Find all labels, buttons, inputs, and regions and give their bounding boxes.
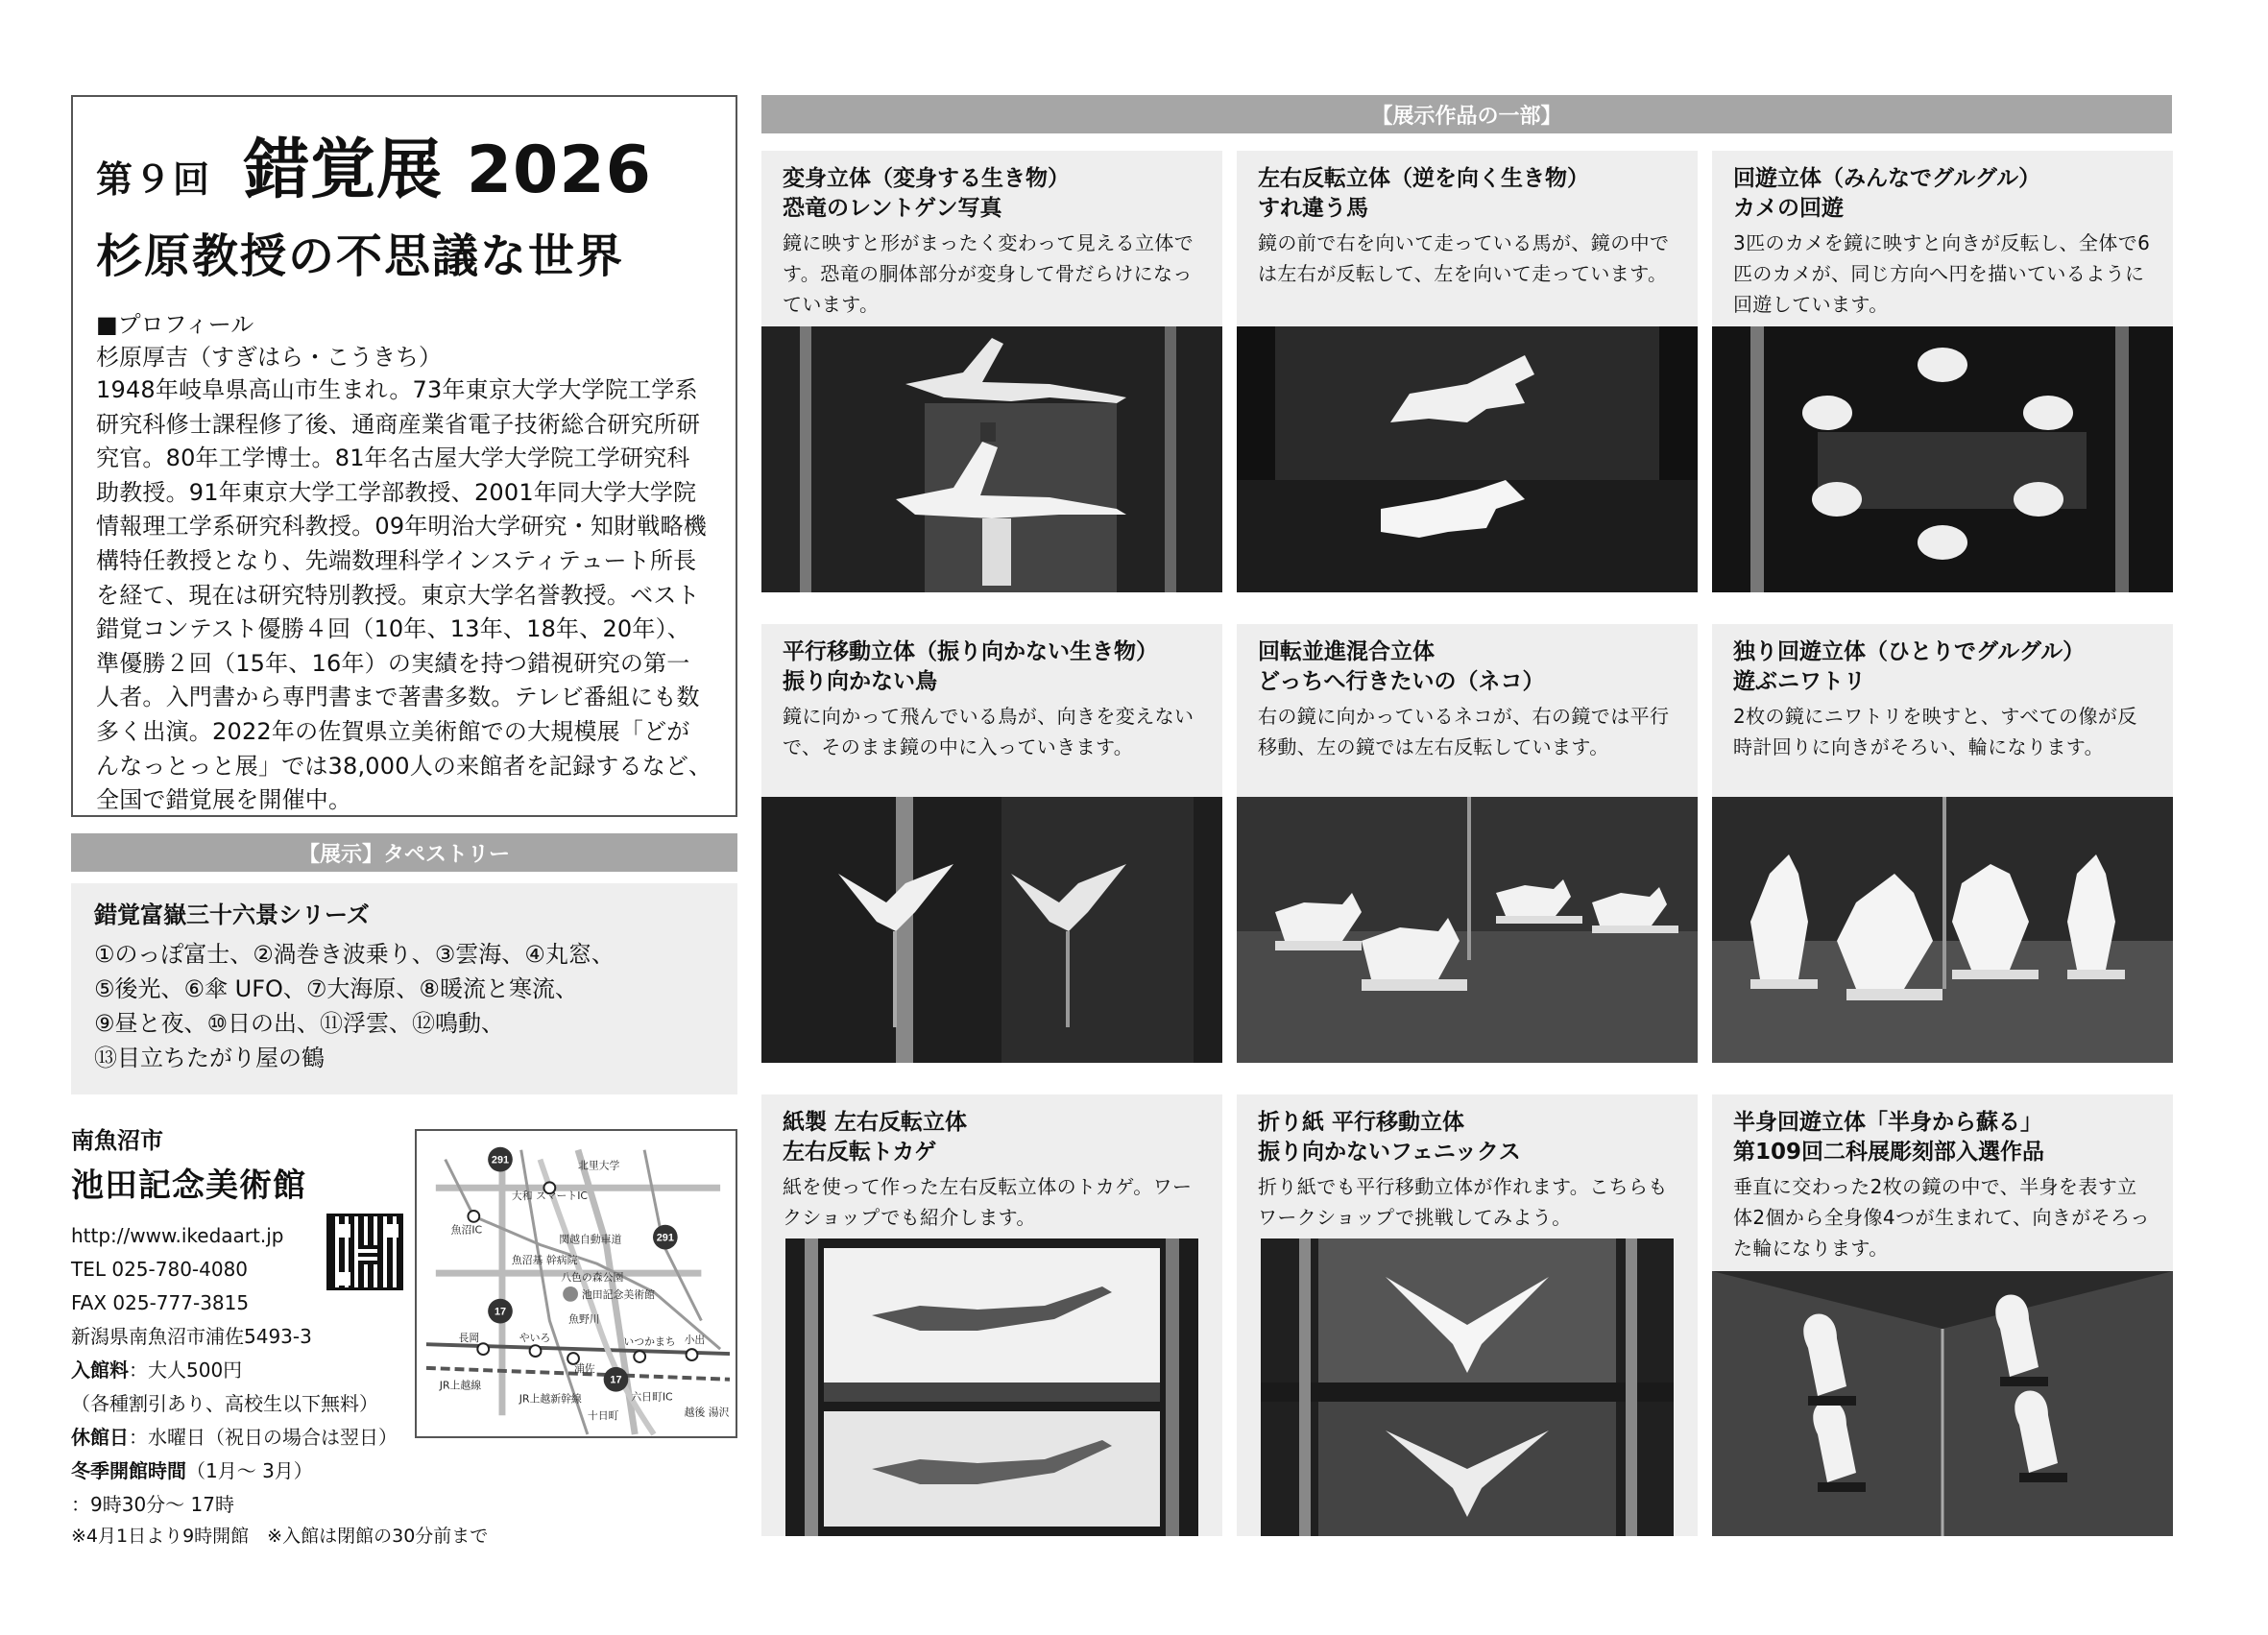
access-map [415,1129,737,1438]
tapestry-line: ⑤後光、⑥傘 UFO、⑦大海原、⑧暖流と寒流、 [94,975,578,1002]
work-subtitle: 振り向かない鳥 [783,669,937,694]
museum-address: 新潟県南魚沼市浦佐5493-3 [71,1325,312,1348]
work-title: 紙製 左右反転立体 [783,1110,968,1135]
admission-row [71,1354,417,1387]
profile-body: 1948年岐阜県高山市生まれ。73年東京大学大学院工学系研究科修士課程修了後、通商産業省電子技術総合研究所研究官。80年工学博士。81年名古屋大学大学院工学研究科助教授。91年東京大学工学部教授、2001年同大学大学院情報理工学系研究科教授。09年明治大学研究・知財戦略機構特任教授となり、先端数理科学インスティテュート所長を経て、現在は研究特別教授。東京大学名誉教授。ベスト錯覚コンテスト優勝４回（10年、13年、18年、20年）、準優勝２回（15年、16年）の実績を持つ錯視研究の第一人者。入門書から専門書まで著書多数。テレビ番組にも数多く出演。2022年の佐賀県立美術館での大規模展「どがんなっとっと展」では38,000人の来館者を記録するなど、全国で錯覚展を開催中。 [96,376,712,814]
profile-name: 杉原厚吉（すぎはら・こうきち） [96,344,442,371]
admission-value: ：大人500円 [129,1358,243,1382]
map-label-shinkansen: JR上越新幹線 [519,1392,582,1406]
work-photo-squirrel [1712,1271,2173,1536]
map-label-urasa: 浦佐 [574,1361,595,1375]
museum-url[interactable]: http://www.ikedaart.jp [71,1224,284,1247]
map-label-urasa-ic: 魚沼IC [450,1223,483,1237]
work-photo-cat [1237,797,1698,1063]
map-route-291a: 291 [491,1154,510,1166]
work-card [1237,1094,1698,1536]
map-label-yuzawa: 越後 湯沢 [684,1406,730,1419]
work-subtitle: どっちへ行きたいの（ネコ） [1258,669,1545,694]
closed-value: ：水曜日（祝日の場合は翌日） [129,1426,398,1449]
profile-heading: ■プロフィール [96,311,254,338]
exhibition-title: 錯覚展 2026 [244,132,652,208]
work-photo-lizard [785,1238,1198,1536]
title-row [96,118,712,211]
work-description: 右の鏡に向かっているネコが、右の鏡では平行移動、左の鏡では左右反転しています。 [1258,705,1670,758]
map-route-17b: 17 [610,1374,622,1386]
museum-fax: FAX 025-777-3815 [71,1291,250,1314]
winter-label: 冬季開館時間 [71,1459,186,1482]
map-label-hospital: 魚沼基 幹病院 [511,1254,578,1267]
tapestry-box [71,883,737,1094]
museum-name: 池田記念美術館 [71,1166,306,1205]
map-label-nagaoka: 長岡 [458,1332,480,1345]
work-description: 鏡に映すと形がまったく変わって見える立体です。恐竜の胴体部分が変身して骨だらけになっています。 [783,231,1194,316]
work-description: 折り紙でも平行移動立体が作れます。こちらもワークショップで挑戦してみよう。 [1258,1175,1668,1229]
tapestry-series-title: 錯覚富嶽三十六景シリーズ [94,902,370,928]
exhibition-title-box [71,95,737,817]
work-photo-bird [761,797,1222,1063]
access-map-svg [417,1131,736,1436]
work-photo-turtle [1712,326,2173,592]
work-title: 左右反転立体（逆を向く生き物） [1258,166,1589,191]
work-card [1237,151,1698,592]
work-subtitle: すれ違う馬 [1258,196,1368,221]
work-subtitle: 第109回二科展彫刻部入選作品 [1733,1140,2045,1165]
map-label-kanetsu: 関越自動車道 [559,1233,622,1246]
map-label-itsukamachi: いつかまち [623,1335,676,1349]
closed-label: 休館日 [71,1426,129,1449]
work-card [761,151,1222,592]
work-title: 折り紙 平行移動立体 [1258,1110,1465,1135]
closed-row [71,1421,417,1455]
work-photo-phoenix [1261,1238,1674,1536]
admission-label: 入館料 [71,1358,129,1382]
map-label-museum: 池田記念美術館 [581,1287,655,1301]
work-title: 回遊立体（みんなでグルグル） [1733,166,2041,191]
work-title: 半身回遊立体「半身から蘇る」 [1733,1110,2042,1135]
map-label-joetsu-line: JR上越線 [439,1379,482,1392]
work-title: 回転並進混合立体 [1258,639,1435,664]
work-photo-dinosaur [761,326,1222,592]
admission-note: （各種割引あり、高校生以下無料） [71,1392,378,1415]
winter-period: （1月～ 3月） [186,1459,313,1482]
work-title: 独り回遊立体（ひとりでグルグル） [1733,639,2086,664]
tapestry-line: ①のっぽ富士、②渦巻き波乗り、③雲海、④丸窓、 [94,941,615,968]
museum-city: 南魚沼市 [71,1127,163,1154]
tapestry-line: ⑨昼と夜、⑩日の出、⑪浮雲、⑫鳴動、 [94,1010,505,1037]
map-route-291b: 291 [656,1232,674,1244]
work-card [761,1094,1222,1536]
museum-tel: TEL 025-780-4080 [71,1258,249,1281]
tapestry-line: ⑬目立ちたがり屋の鶴 [94,1045,325,1071]
map-label-koide: 小出 [684,1334,706,1347]
tapestry-section-band: 【展示】タペストリー [71,833,737,872]
work-description: 紙を使って作った左右反転立体のトカゲ。ワークショップでも紹介します。 [783,1175,1193,1229]
work-description: 垂直に交わった2枚の鏡の中で、半身を表す立体2個から全身像4つが生まれて、向きがそろった輪になります。 [1733,1175,2150,1260]
map-label-yairo: やいろ [519,1332,551,1345]
work-card [1712,151,2173,592]
map-label-kitasato: 北里大学 [577,1159,620,1172]
winter-row [71,1455,417,1488]
work-subtitle: 振り向かないフェニックス [1258,1140,1521,1165]
work-subtitle: カメの回遊 [1733,196,1844,221]
map-route-17a: 17 [494,1306,507,1318]
work-card [761,624,1222,1063]
work-description: 3匹のカメを鏡に映すと向きが反転し、全体で6匹のカメが、同じ方向へ円を描いているように回遊しています。 [1733,231,2151,316]
edition-label: 第９回 [96,158,212,201]
work-card [1237,624,1698,1063]
work-card [1712,1094,2173,1536]
work-card [1712,624,2173,1063]
map-label-forest: 八色の森公園 [561,1271,624,1285]
work-photo-chicken [1712,797,2173,1063]
work-subtitle: 遊ぶニワトリ [1733,669,1866,694]
map-label-yamato-ic: 大和 スマートIC [511,1190,589,1203]
work-subtitle: 恐竜のレントゲン写真 [783,196,1002,221]
work-description: 2枚の鏡にニワトリを映すと、すべての像が反時計回りに向きがそろい、輪になります。 [1733,705,2137,758]
work-photo-horse [1237,326,1698,592]
map-label-river: 魚野川 [568,1312,600,1326]
work-title: 平行移動立体（振り向かない生き物） [783,639,1158,664]
work-title: 変身立体（変身する生き物） [783,166,1070,191]
work-description: 鏡に向かって飛んでいる鳥が、向きを変えないで、そのまま鏡の中に入っていきます。 [783,705,1194,758]
museum-note: ※4月1日より9時開館 ※入館は閉館の30分前まで [71,1526,489,1547]
exhibition-subtitle: 杉原教授の不思議な世界 [96,229,625,283]
work-subtitle: 左右反転トカゲ [783,1140,937,1165]
map-label-muikamachi: 六日町IC [631,1390,673,1404]
qr-code-icon[interactable] [326,1214,403,1290]
winter-hours: ：9時30分～ 17時 [71,1493,234,1516]
map-label-tokamachi: 十日町 [587,1409,619,1423]
works-section-band: 【展示作品の一部】 [761,95,2172,133]
work-description: 鏡の前で右を向いて走っている馬が、鏡の中では左右が反転して、左を向いて走っています。 [1258,231,1670,285]
